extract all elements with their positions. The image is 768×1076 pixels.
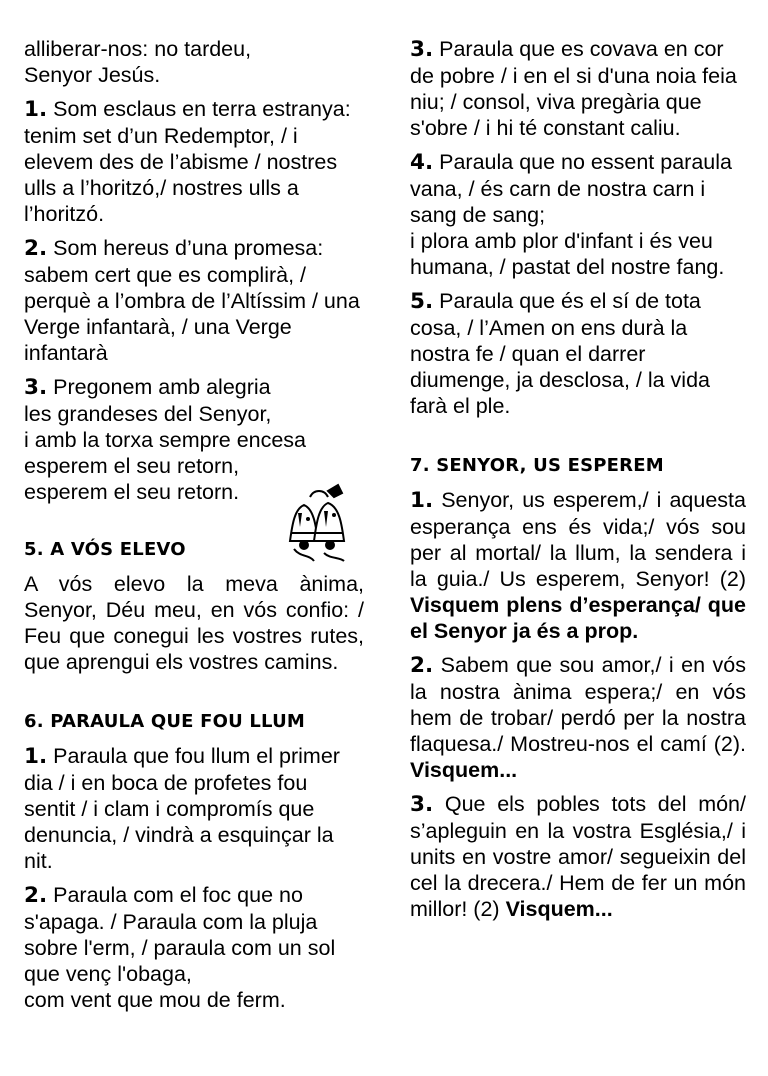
verse-text: Som esclaus en terra estranya: tenim set d’un Redemptor, / i elevem des de l’abisme / nostres ulls a l’horitzó,/ nostres ulls a l’horitzó.: [24, 97, 351, 226]
song7-verse-3: [410, 791, 746, 922]
song6-verse-1: [24, 743, 364, 874]
song6-verse-5: [410, 288, 746, 419]
verse-text: Paraula que es covava en cor de pobre / i en el si d'una noia feia niu; / consol, viva pregària que s'obre / i hi té constant caliu.: [410, 37, 737, 140]
song7-title: 7. SENYOR, US ESPEREM: [410, 455, 664, 476]
verse-text: Paraula que fou llum el primer dia / i en boca de profetes fou sentit / i clam i compromís que denuncia, / vindrà a esquinçar la nit.: [24, 744, 340, 873]
verse-number: 4.: [410, 150, 434, 175]
song6-title: 6. PARAULA QUE FOU LLUM: [24, 711, 306, 732]
christmas-bells-icon: [284, 483, 352, 563]
verse-number: 5.: [410, 289, 434, 314]
verse-text: Que els pobles tots del món/ s’apleguin en la vostra Església,/ i units en vostre amor/ segueixin del cel la drecera./ Hem de fer un món millor! (2): [410, 792, 746, 921]
song7-verse-1: [410, 487, 746, 644]
song6-verse-2: [24, 882, 364, 1013]
verse-number: 2.: [410, 653, 434, 678]
verse-text: Som hereus d’una promesa: sabem cert que es complirà, / perquè a l’ombra de l’Altíssim / una Verge infantarà, / una Verge infantarà: [24, 236, 360, 365]
song6-verse-4: [410, 149, 746, 280]
refrain-text: Visquem...: [505, 897, 613, 921]
refrain-text: Visquem plens d’esperança/ que el Senyor ja és a prop.: [410, 593, 746, 643]
song5-title: 5. A VÓS ELEVO: [24, 539, 186, 560]
verse-text: Paraula que no essent paraula vana, / és carn de nostra carn i sang de sang; i plora amb plor d'infant i és veu humana, / pastat del nostre fang.: [410, 150, 732, 279]
verse-number: 1.: [410, 488, 434, 513]
song7-verse-2: [410, 652, 746, 783]
verse-text: Pregonem amb alegria les grandeses del Senyor, i amb la torxa sempre encesa esperem el seu retorn, esperem el seu retorn.: [24, 375, 307, 504]
verse-number: 3.: [410, 37, 434, 62]
verse-text: Paraula que és el sí de tota cosa, / l’Amen on ens durà la nostra fe / quan el darrer diumenge, ja desclosa, / la vida farà el ple.: [410, 289, 710, 418]
verse-number: 1.: [24, 97, 48, 122]
verse-text: Sabem que sou amor,/ i en vós la nostra ànima espera;/ en vós hem de trobar/ perdó per la nostra flaquesa./ Mostreu-nos el camí (2).: [410, 653, 746, 756]
refrain-text: Visquem...: [410, 758, 518, 782]
verse-text: Paraula com el foc que no s'apaga. / Paraula com la pluja sobre l'erm, / paraula com un sol que venç l'obaga, com vent que mou de ferm.: [24, 883, 336, 1012]
verse-number: 1.: [24, 744, 48, 769]
intro-text: alliberar-nos: no tardeu, Senyor Jesús.: [24, 37, 252, 87]
verse-text: Senyor, us esperem,/ i aquesta esperança ens és vida;/ vós sou per al mortal/ la llum, la sendera i la guia./ Us esperem, Senyor! (2): [410, 488, 746, 591]
verse-number: 3.: [24, 375, 48, 400]
verse-number: 3.: [410, 792, 434, 817]
verse-number: 2.: [24, 883, 48, 908]
song6-verse-3: [410, 36, 746, 141]
verse-number: 2.: [24, 236, 48, 261]
right-column: [410, 36, 746, 930]
song4-verse-2: [24, 235, 364, 366]
song4-verse-1: [24, 96, 364, 227]
song5-text: A vós elevo la meva ànima, Senyor, Déu meu, en vós confio: / Feu que conegui les vostres rutes, que aprengui els vostres camins.: [24, 572, 364, 674]
